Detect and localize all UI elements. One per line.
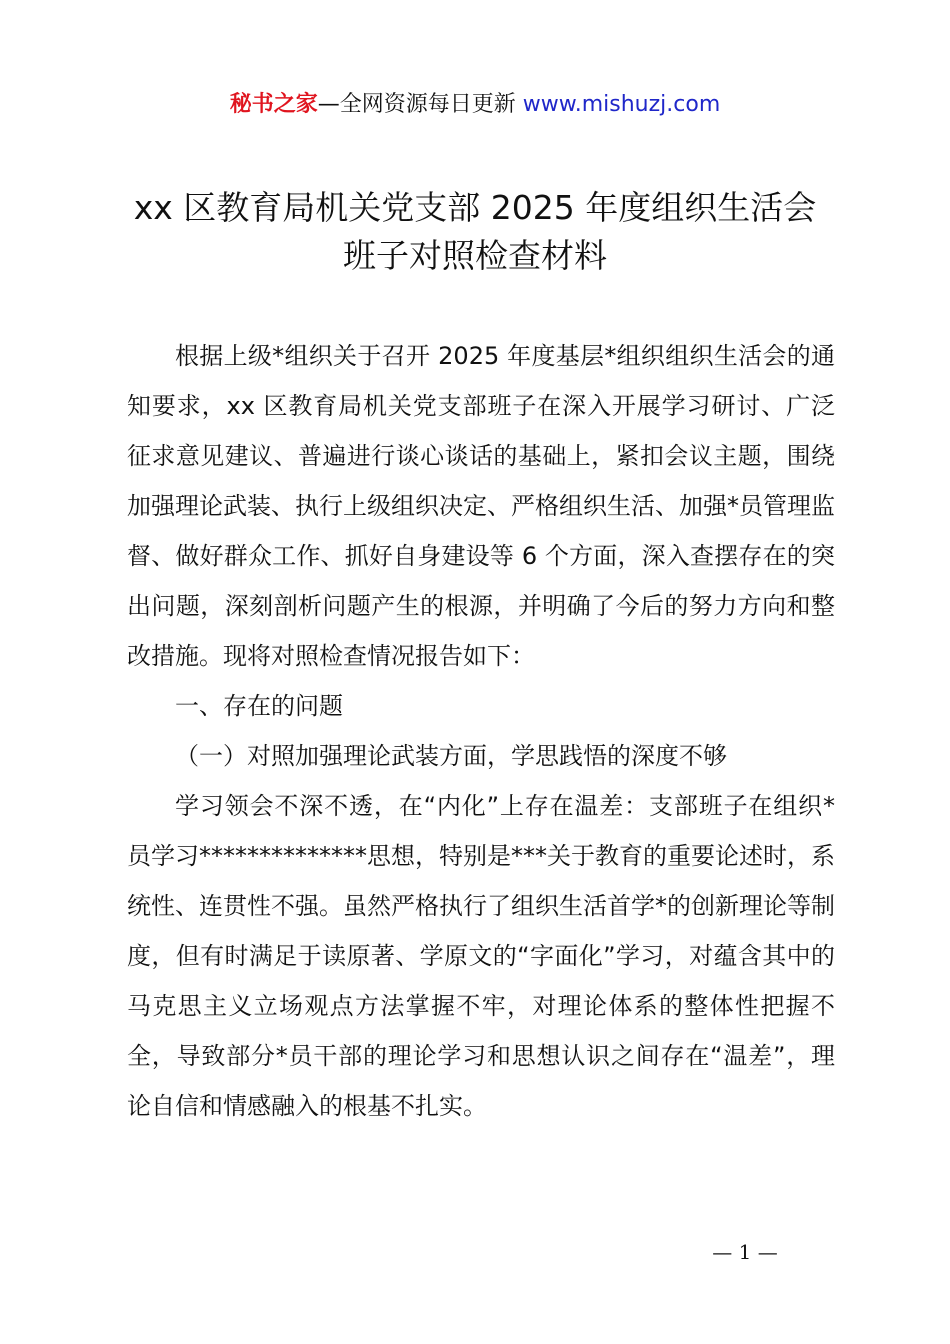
- document-body: [127, 331, 835, 1131]
- site-header: [0, 88, 950, 122]
- subsection-heading: （一）对照加强理论武装方面，学思践悟的深度不够: [175, 742, 727, 770]
- body-paragraph: 学习领会不深不透，在“内化”上存在温差：支部班子在组织*员学习**************思想，特别是***关于教育的重要论述时，系统性、连贯性不强。虽然严格执行了组织生活首学*的创新理论等制度，但有时满足于读原著、学原文的“字面化”学习，对蕴含其中的马克思主义立场观点方法掌握不牢，对理论体系的整体性把握不全，导致部分*员干部的理论学习和思想认识之间存在“温差”，理论自信和情感融入的根基不扎实。: [127, 792, 835, 1120]
- site-brand: 秘书之家: [229, 92, 318, 117]
- site-url-link[interactable]: www.mishuzj.com: [522, 92, 721, 117]
- section-heading: 一、存在的问题: [175, 692, 343, 720]
- document-title: [60, 184, 890, 280]
- site-tagline: —全网资源每日更新: [317, 92, 523, 117]
- intro-paragraph: 根据上级*组织关于召开 2025 年度基层*组织组织生活会的通知要求，xx 区教育局机关党支部班子在深入开展学习研讨、广泛征求意见建议、普遍进行谈心谈话的基础上，紧扣会议主题，围绕加强理论武装、执行上级组织决定、严格组织生活、加强*员管理监督、做好群众工作、抓好自身建设等 6 个方面，深入查摆存在的突出问题，深刻剖析问题产生的根源，并明确了今后的努力方向和整改措施。现将对照检查情况报告如下：: [127, 342, 835, 670]
- title-line-1: xx 区教育局机关党支部 2025 年度组织生活会: [133, 188, 817, 227]
- title-line-2: 班子对照检查材料: [343, 236, 607, 275]
- page-number: — 1 —: [712, 1240, 778, 1264]
